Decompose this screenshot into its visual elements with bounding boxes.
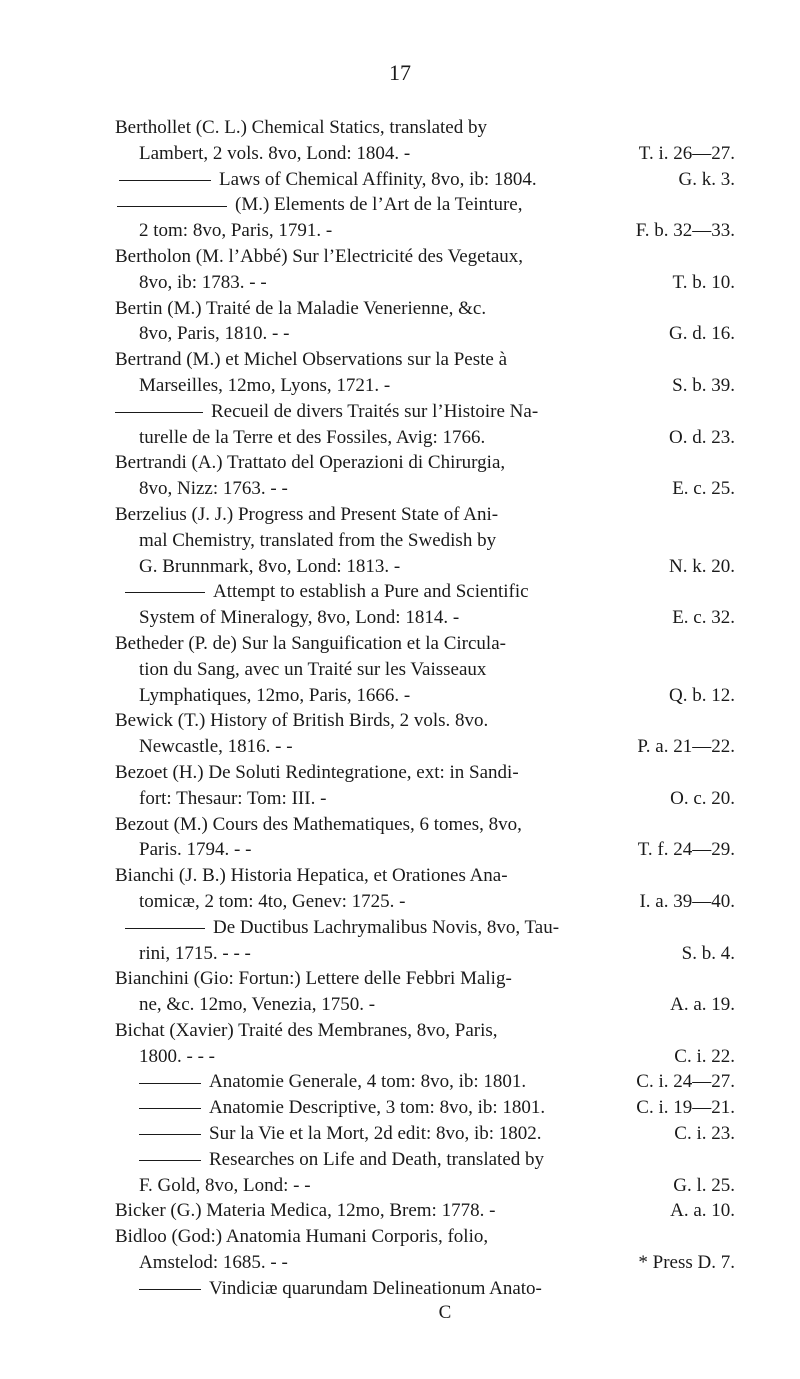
entry-line: Bianchini (Gio: Fortun:) Lettere delle Febbri Malig- [115,968,512,990]
entry-line: turelle de la Terre et des Fossiles, Avig: 1766. O. d. 23. [139,426,735,448]
entry-line: Bicker (G.) Materia Medica, 12mo, Brem: 1778. - A. a. 10. [115,1200,735,1222]
ditto-rule [139,1134,201,1135]
entry-line: 8vo, ib: 1783. - - T. b. 10. [139,271,735,293]
entry-line: Bezout (M.) Cours des Mathematiques, 6 tomes, 8vo, [115,813,522,835]
signature-mark: C [438,1301,452,1323]
entry-line: Bertrandi (A.) Trattato del Operazioni di Chirurgia, [115,452,506,474]
entry-line: ne, &c. 12mo, Venezia, 1750. - A. a. 19. [139,994,735,1016]
entry-line: System of Mineralogy, 8vo, Lond: 1814. - E. c. 32. [139,607,735,629]
entry-line: (M.) Elements de l’Art de la Teinture, [115,192,735,218]
ditto-rule [119,180,211,181]
entry-line: 8vo, Paris, 1810. - - G. d. 16. [139,323,735,345]
page-number: 17 [389,60,411,85]
ditto-rule [115,412,203,413]
entry-line: Anatomie Generale, 4 tom: 8vo, ib: 1801. C. i. 24—27. [115,1069,735,1095]
catalogue-entries [115,115,735,1324]
entry-line: Recueil de divers Traités sur l’Histoire Na- [115,399,735,425]
entry-line: De Ductibus Lachrymalibus Novis, 8vo, Tau- [115,915,735,941]
entry-line: Lambert, 2 vols. 8vo, Lond: 1804. - T. i. 26—27. [139,142,735,164]
entry-line: Marseilles, 12mo, Lyons, 1721. - S. b. 39. [139,374,735,396]
ditto-rule [125,928,205,929]
entry-line: Bezoet (H.) De Soluti Redintegratione, ext: in Sandi- [115,761,519,783]
entry-line: Attempt to establish a Pure and Scientific [115,579,735,605]
entry-line: Lymphatiques, 12mo, Paris, 1666. - Q. b. 12. [139,684,735,706]
entry-line: Bewick (T.) History of British Birds, 2 vols. 8vo. [115,710,489,732]
entry-line: Bidloo (God:) Anatomia Humani Corporis, folio, [115,1226,489,1248]
ditto-rule [139,1160,201,1161]
ditto-rule [117,206,227,207]
entry-line: Betheder (P. de) Sur la Sanguification et la Circula- [115,632,506,654]
ditto-rule [125,592,205,593]
entry-line: 1800. - - - C. i. 22. [139,1045,735,1067]
entry-line: fort: Thesaur: Tom: III. - O. c. 20. [139,787,735,809]
entry-line: Vindiciæ quarundam Delineationum Anato- [115,1276,735,1302]
ditto-rule [139,1108,201,1109]
entry-line: Bertin (M.) Traité de la Maladie Venerienne, &c. [115,297,487,319]
entry-line: Bertholon (M. l’Abbé) Sur l’Electricité des Vegetaux, [115,245,524,267]
entry-line: Bichat (Xavier) Traité des Membranes, 8vo, Paris, [115,1019,498,1041]
entry-line: Laws of Chemical Affinity, 8vo, ib: 1804. G. k. 3. [115,167,735,193]
entry-line: 8vo, Nizz: 1763. - - E. c. 25. [139,478,735,500]
entry-line: mal Chemistry, translated from the Swedish by [139,529,497,551]
entry-line: Berthollet (C. L.) Chemical Statics, translated by [115,117,487,138]
entry-line: Anatomie Descriptive, 3 tom: 8vo, ib: 1801. C. i. 19—21. [115,1095,735,1121]
entry-line: Bianchi (J. B.) Historia Hepatica, et Orationes Ana- [115,865,508,887]
entry-line: Newcastle, 1816. - - P. a. 21—22. [139,736,735,758]
entry-line: Bertrand (M.) et Michel Observations sur la Peste à [115,349,508,371]
entry-line: G. Brunnmark, 8vo, Lond: 1813. - N. k. 20. [139,555,735,577]
entry-line: Paris. 1794. - - T. f. 24—29. [139,839,735,861]
entry-line: Researches on Life and Death, translated by [115,1147,735,1173]
entry-line: F. Gold, 8vo, Lond: - - G. l. 25. [139,1174,735,1196]
entry-line: 2 tom: 8vo, Paris, 1791. - F. b. 32—33. [139,220,735,242]
entry-line: Sur la Vie et la Mort, 2d edit: 8vo, ib: 1802. C. i. 23. [115,1121,735,1147]
entry-line: Amstelod: 1685. - - * Press D. 7. [139,1252,735,1274]
entry-line: Berzelius (J. J.) Progress and Present State of Ani- [115,503,499,525]
ditto-rule [139,1289,201,1290]
entry-line: tion du Sang, avec un Traité sur les Vaisseaux [139,658,487,680]
entry-line: tomicæ, 2 tom: 4to, Genev: 1725. - I. a. 39—40. [139,890,735,912]
entry-line: rini, 1715. - - - S. b. 4. [139,942,735,964]
ditto-rule [139,1083,201,1084]
